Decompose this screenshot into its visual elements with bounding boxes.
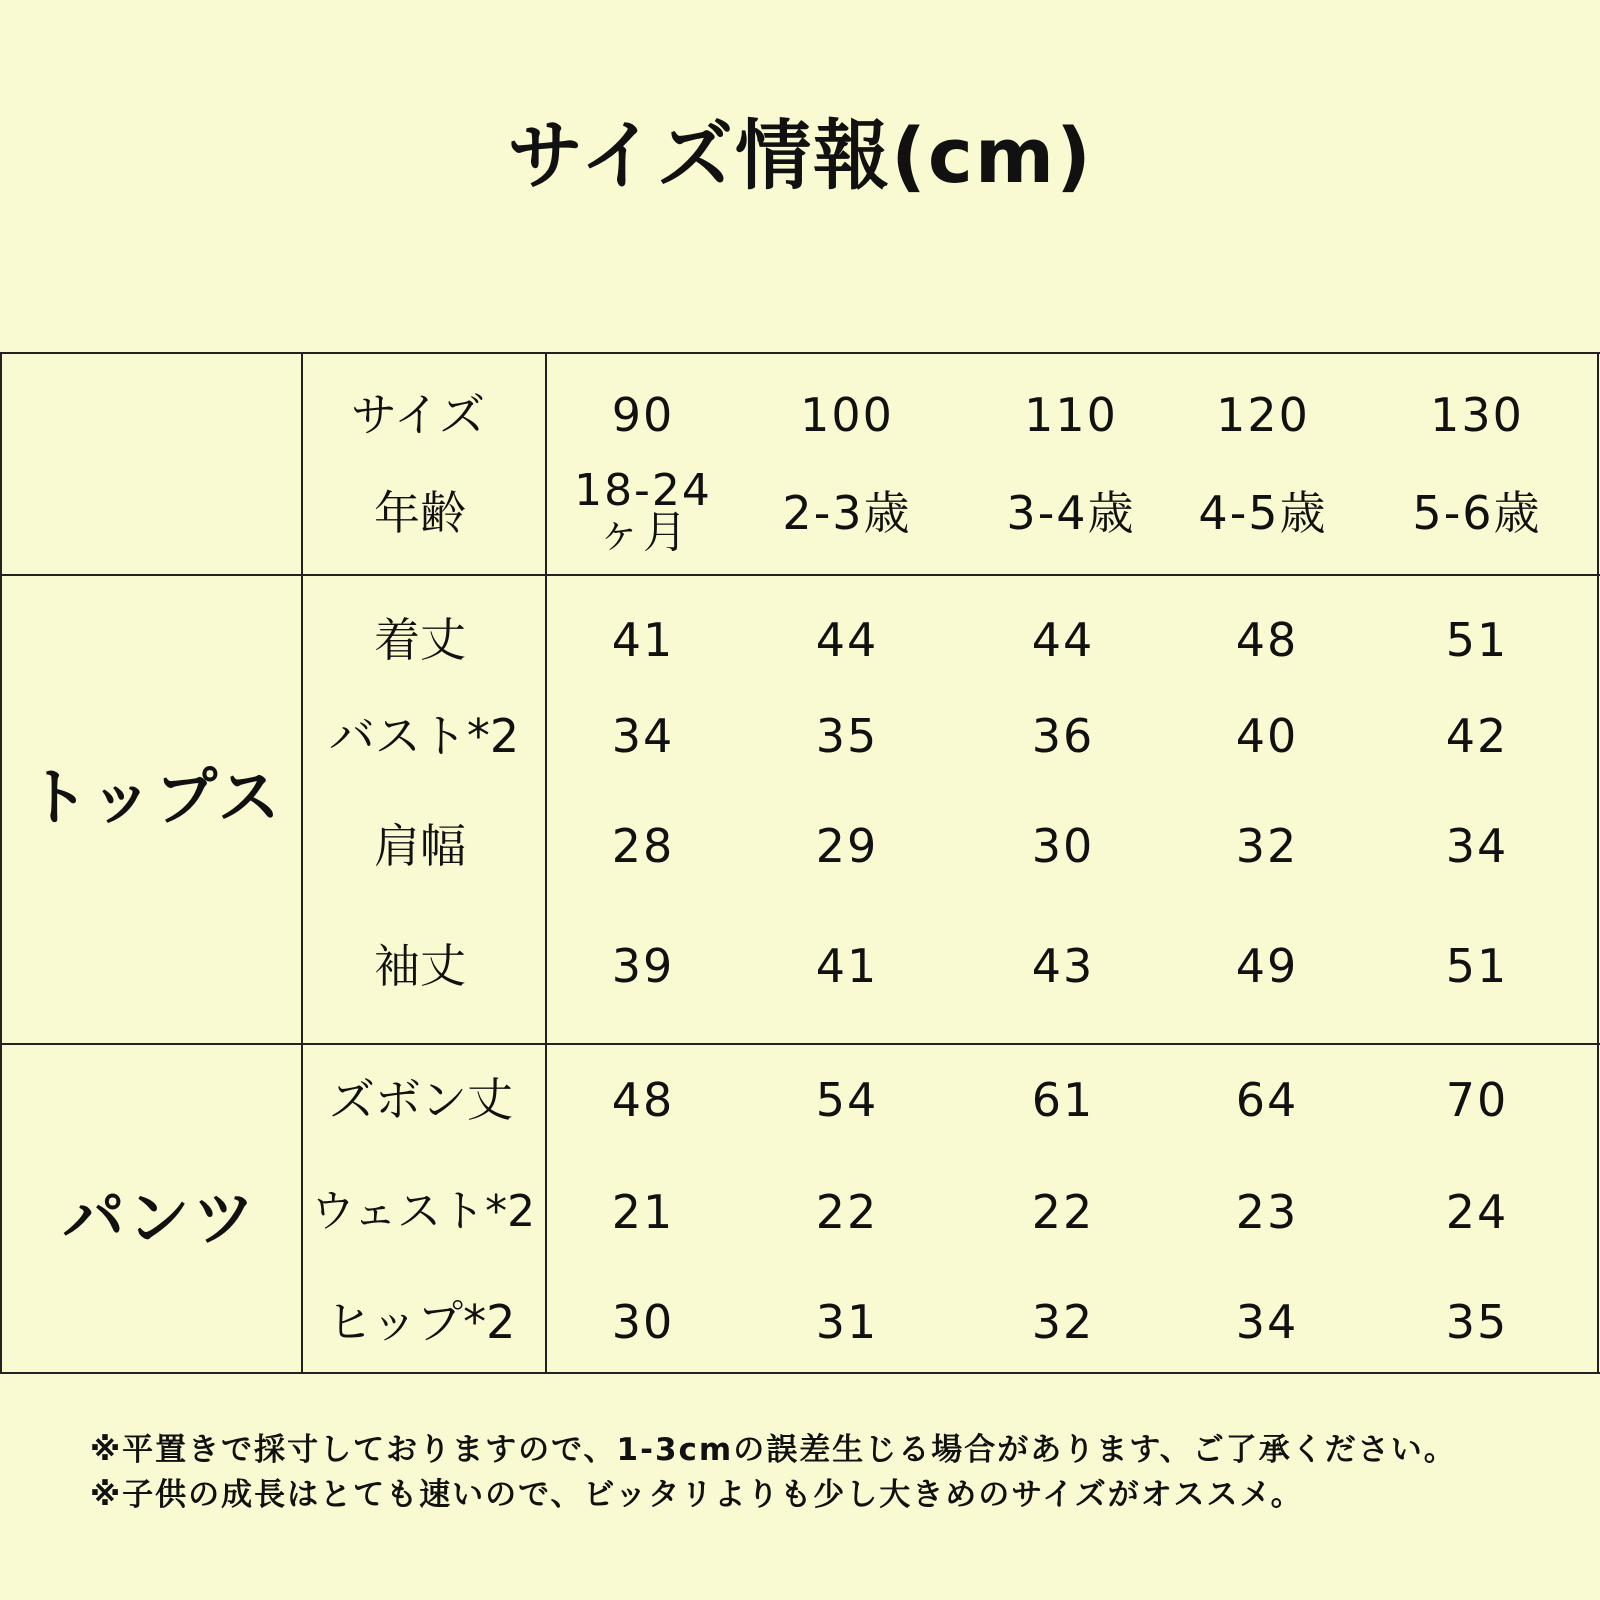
table-cell: 30 (611, 1294, 675, 1349)
table-cell: 36 (1031, 708, 1095, 763)
table-cell: 35 (1445, 1294, 1509, 1349)
row-label-hip: ヒップ*2 (326, 1294, 516, 1349)
size-110: 110 (1024, 387, 1118, 442)
table-cell: 23 (1235, 1184, 1299, 1239)
table-cell: 29 (815, 818, 879, 873)
table-cell: 35 (815, 708, 879, 763)
page-title: サイズ情報(cm) (507, 111, 1093, 200)
table-cell: 34 (1235, 1294, 1299, 1349)
table-cell: 22 (1031, 1184, 1095, 1239)
table-cell: 34 (1445, 818, 1509, 873)
size-table (0, 352, 1600, 1374)
table-cell: 28 (611, 818, 675, 873)
row-label-sleeve: 袖丈 (374, 938, 466, 993)
size-label: サイズ (350, 387, 486, 442)
table-cell: 22 (815, 1184, 879, 1239)
row-label-bust: バスト*2 (328, 708, 520, 763)
age-130: 5-6歳 (1412, 485, 1542, 540)
column-divider-2 (545, 352, 547, 1374)
table-cell: 24 (1445, 1184, 1509, 1239)
age-110: 3-4歳 (1006, 485, 1136, 540)
table-cell: 21 (611, 1184, 675, 1239)
size-100: 100 (800, 387, 894, 442)
group-tops: トップス (27, 760, 283, 834)
table-cell: 41 (611, 612, 675, 667)
group-divider (0, 1043, 1600, 1045)
footnotes (90, 1428, 1457, 1518)
table-cell: 41 (815, 938, 879, 993)
group-pants: パンツ (62, 1181, 258, 1255)
table-cell: 61 (1031, 1072, 1095, 1127)
header-divider (0, 574, 1600, 576)
table-border-top (0, 352, 1600, 354)
row-label-shoulder: 肩幅 (374, 818, 466, 873)
table-cell: 44 (815, 612, 879, 667)
table-cell: 44 (1031, 612, 1095, 667)
size-120: 120 (1216, 387, 1310, 442)
row-label-pants-length: ズボン丈 (329, 1072, 513, 1127)
table-cell: 32 (1235, 818, 1299, 873)
table-cell: 39 (611, 938, 675, 993)
row-label-length: 着丈 (374, 612, 466, 667)
age-120: 4-5歳 (1198, 485, 1328, 540)
table-cell: 30 (1031, 818, 1095, 873)
row-label-waist: ウェスト*2 (310, 1185, 536, 1237)
table-cell: 51 (1445, 938, 1509, 993)
table-cell: 43 (1031, 938, 1095, 993)
column-divider-1 (301, 352, 303, 1374)
table-cell: 42 (1445, 708, 1509, 763)
age-90: 18-24 ヶ月 (574, 465, 712, 558)
table-cell: 40 (1235, 708, 1299, 763)
table-cell: 51 (1445, 612, 1509, 667)
size-90: 90 (611, 387, 675, 442)
table-cell: 32 (1031, 1294, 1095, 1349)
table-cell: 70 (1445, 1072, 1509, 1127)
table-border-right (1597, 352, 1599, 1374)
table-cell: 48 (611, 1072, 675, 1127)
table-cell: 64 (1235, 1072, 1299, 1127)
table-cell: 34 (611, 708, 675, 763)
footnote-recommendation: ※子供の成長はとても速いので、ビッタリよりも少し大きめのサイズがオススメ。 (90, 1476, 1304, 1513)
table-cell: 31 (815, 1294, 879, 1349)
age-100: 2-3歳 (782, 485, 912, 540)
age-label: 年齢 (374, 485, 466, 540)
table-border-bottom (0, 1372, 1600, 1374)
size-130: 130 (1430, 387, 1524, 442)
table-cell: 48 (1235, 612, 1299, 667)
table-border-left (0, 352, 2, 1374)
table-cell: 54 (815, 1072, 879, 1127)
table-cell: 49 (1235, 938, 1299, 993)
footnote-measurement: ※平置きで採寸しておりますので、1-3cmの誤差生じる場合があります、ご了承ください。 (90, 1432, 1457, 1468)
